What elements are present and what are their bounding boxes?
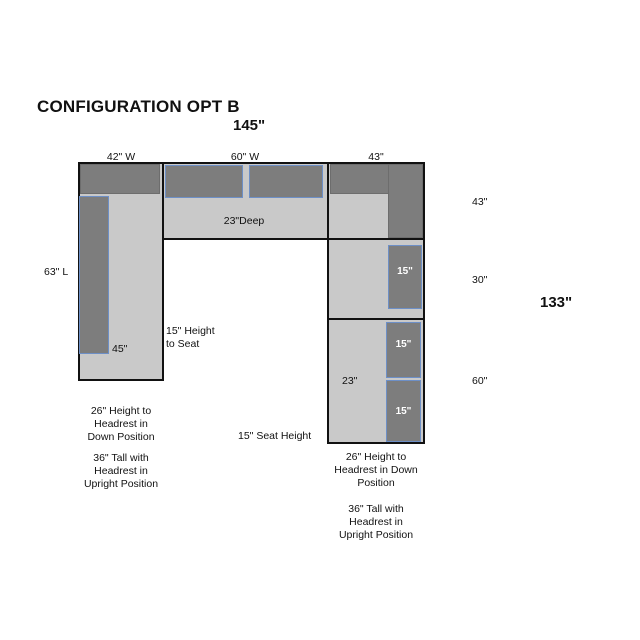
left-back-cushion xyxy=(80,164,160,194)
right-middle-cushion xyxy=(388,245,422,309)
cushion-size-label: 15" xyxy=(395,339,412,350)
right-chaise-upper-cushion xyxy=(386,322,421,378)
left-width-label: 42" W xyxy=(106,151,136,163)
left-length-label: 63" L xyxy=(44,266,69,278)
middle-back-cushion-left xyxy=(165,165,243,198)
corner-width-label: 43" xyxy=(368,151,384,163)
right-mid-label: 30" xyxy=(472,274,488,286)
middle-back-cushion-right xyxy=(249,165,323,198)
middle-width-label: 60" W xyxy=(230,151,260,163)
right-chaise-lower-cushion xyxy=(386,380,421,442)
middle-depth-label: 23"Deep xyxy=(223,215,265,227)
left-headrest-up-note: 36" Tall with Headrest in Upright Position xyxy=(83,452,159,490)
seat-height-note: 15" Seat Height xyxy=(238,430,312,442)
corner-side-cushion xyxy=(388,164,423,238)
chaise-depth-label: 23" xyxy=(342,375,358,387)
left-arm-cushion xyxy=(79,196,109,354)
left-inner-label: 45" xyxy=(112,343,128,355)
total-height-label: 133" xyxy=(540,294,573,311)
cushion-size-label: 15" xyxy=(395,406,412,417)
total-width-label: 145" xyxy=(233,117,266,134)
right-headrest-up-note: 36" Tall with Headrest in Upright Position xyxy=(338,503,414,541)
right-bottom-label: 60" xyxy=(472,375,488,387)
left-headrest-down-note: 26" Height to Headrest in Down Position xyxy=(87,405,155,443)
corner-back-cushion xyxy=(330,164,390,194)
right-top-label: 43" xyxy=(472,196,488,208)
cushion-size-label: 15" xyxy=(397,266,413,277)
height-to-seat-note: 15" Height to Seat xyxy=(166,325,215,350)
diagram-title: CONFIGURATION OPT B xyxy=(37,97,240,116)
right-headrest-down-note: 26" Height to Headrest in Down Position xyxy=(334,451,418,489)
